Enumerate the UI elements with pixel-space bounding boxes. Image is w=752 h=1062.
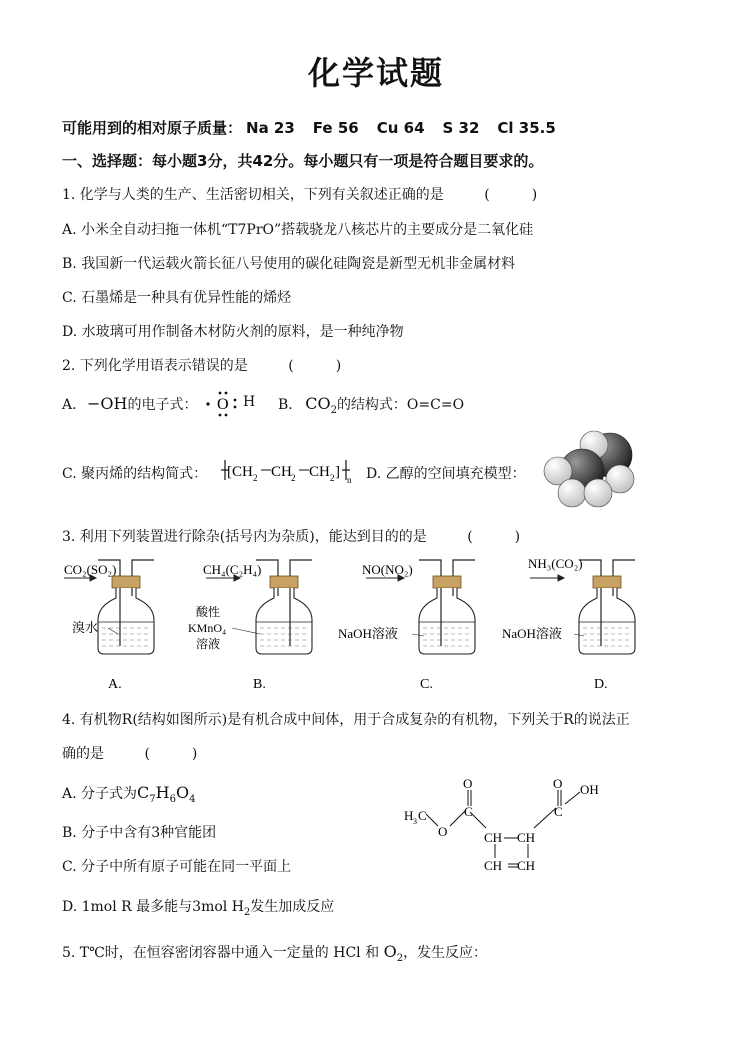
q4-d-text: D. 1mol R 最多能与3mol H <box>62 899 244 915</box>
reagent-c: NaOH溶液 <box>338 626 398 641</box>
q4-d-text-2: 发生加成反应 <box>250 899 335 915</box>
svg-text:CH: CH <box>484 858 503 873</box>
apparatus-d <box>579 560 635 654</box>
q2-a-prefix: A. <box>62 397 77 413</box>
ethanol-space-filling-model <box>538 427 638 515</box>
svg-text:2: 2 <box>291 473 296 483</box>
q2-option-d: D. 乙醇的空间填充模型： <box>366 466 526 482</box>
page-title: 化学试题 <box>307 54 444 92</box>
q4-option-b: B. 分子中含有3种官能团 <box>62 825 217 841</box>
hydroxyl-electron-dot-diagram <box>205 388 265 418</box>
q2-option-b <box>278 394 464 416</box>
gas-label-a: CO₂(SO₂) <box>64 562 117 577</box>
option-letter-c: C. <box>420 677 433 692</box>
reagent-b-3: 溶液 <box>196 637 221 651</box>
svg-text:]: ] <box>335 464 340 480</box>
svg-text:C: C <box>464 804 473 819</box>
gas-label-d: NH₃(CO₂) <box>528 556 583 571</box>
reagent-b-1: 酸性 <box>196 605 221 619</box>
q4-a-text: A. 分子式为 <box>62 786 138 802</box>
option-letter-d: D. <box>594 677 608 692</box>
q2-b-text: 的结构式：O=C=O <box>336 397 465 413</box>
q2-option-c: C. 聚丙烯的结构简式： <box>62 466 208 482</box>
svg-text:3: 3 <box>413 817 417 826</box>
compound-r-structure <box>400 776 620 886</box>
q2-a-formula: −OH <box>87 394 128 413</box>
q1-answer-paren: ( ) <box>484 187 538 203</box>
mass-cl: Cl 35.5 <box>497 119 556 137</box>
q4-option-a <box>62 783 195 805</box>
q1-stem-text: 1. 化学与人类的生产、生活密切相关，下列有关叙述正确的是 <box>62 187 444 203</box>
q1-option-b: B. 我国新一代运载火箭长征八号使用的碳化硅陶瓷是新型无机非金属材料 <box>62 256 516 272</box>
mass-s: S 32 <box>442 119 480 137</box>
q4-option-c: C. 分子中所有原子可能在同一平面上 <box>62 859 292 875</box>
section-heading: 一、选择题：每小题3分，共42分。每小题只有一项是符合题目要求的。 <box>62 152 544 170</box>
q3-answer-paren: ( ) <box>467 529 521 545</box>
mass-cu: Cu 64 <box>376 119 425 137</box>
q2-option-a <box>62 394 198 414</box>
reagent-d: NaOH溶液 <box>502 626 562 641</box>
svg-text:CH: CH <box>484 830 503 845</box>
atomic-masses <box>62 117 574 138</box>
svg-text:O: O <box>217 396 229 413</box>
apparatus-c <box>419 560 475 654</box>
q1-option-c: C. 石墨烯是一种具有优异性能的烯烃 <box>62 290 292 306</box>
apparatus-b <box>256 560 312 654</box>
atomic-masses-label: 可能用到的相对原子质量： <box>62 119 243 137</box>
svg-text:C: C <box>418 808 427 823</box>
q3-stem-text: 3. 利用下列装置进行除杂(括号内为杂质)，能达到目的的是 <box>62 529 427 545</box>
option-letter-b: B. <box>253 677 266 692</box>
polypropylene-formula <box>217 454 357 486</box>
mass-fe: Fe 56 <box>312 119 359 137</box>
q3-stem <box>62 526 520 546</box>
reagent-b-2: KMnO₄ <box>188 621 227 635</box>
svg-text:CH: CH <box>271 464 292 480</box>
gas-label-b: CH₄(C₂H₄) <box>203 562 262 577</box>
gas-washing-apparatus <box>60 556 700 696</box>
q5-stem-text: 5. T℃时，在恒容密闭容器中通入一定量的 HCl 和 <box>62 945 380 961</box>
svg-text:C: C <box>554 804 563 819</box>
svg-text:CH: CH <box>517 830 536 845</box>
svg-text:CH: CH <box>309 464 330 480</box>
q1-option-d: D. 水玻璃可用作制备木材防火剂的原料，是一种纯净物 <box>62 324 404 340</box>
q4-stem-line1: 4. 有机物R(结构如图所示)是有机合成中间体，用于合成复杂的有机物，下列关于R的说法正 <box>62 712 630 728</box>
svg-text:H: H <box>404 808 414 823</box>
q4-stem-line2 <box>62 743 197 763</box>
reagent-a: 溴水 <box>72 620 99 635</box>
svg-text:[CH: [CH <box>227 464 253 480</box>
q4-a-formula: $C_7H_6O_4$ <box>137 783 196 806</box>
gas-label-c: NO(NO₂) <box>362 562 413 577</box>
svg-text:O: O <box>438 824 448 839</box>
q2-stem <box>62 355 341 375</box>
q1-stem <box>62 184 537 204</box>
q1-option-a: A. 小米全自动扫拖一体机“T7PrO”搭载骁龙八核芯片的主要成分是二氧化硅 <box>62 222 534 238</box>
q4-option-d: D. 1mol R 最多能与3mol $H_2$发生加成反应 <box>62 899 335 918</box>
svg-text:O: O <box>553 776 563 791</box>
svg-text:CH: CH <box>517 858 536 873</box>
option-letter-a: A. <box>108 677 122 692</box>
svg-text:2: 2 <box>330 473 335 483</box>
svg-text:O: O <box>463 776 473 791</box>
svg-text:OH: OH <box>580 782 599 797</box>
q2-b-formula: $CO_2$ <box>305 394 337 417</box>
q5-stem <box>62 942 487 964</box>
mass-na: Na 23 <box>246 119 295 137</box>
q4-answer-paren: ( ) <box>144 746 198 762</box>
svg-text:2: 2 <box>253 473 258 483</box>
q2-stem-text: 2. 下列化学用语表示错误的是 <box>62 358 248 374</box>
q2-a-text: 的电子式： <box>127 397 198 413</box>
q2-a-h: H <box>243 394 256 410</box>
q5-o2-formula: $O_2$ <box>383 942 404 965</box>
q2-answer-paren: ( ) <box>288 358 342 374</box>
q4-stem-text: 确的是 <box>62 746 104 762</box>
q2-b-prefix: B. <box>278 397 293 413</box>
q5-stem-text-2: ，发生反应： <box>403 945 488 961</box>
svg-text:n: n <box>347 475 352 485</box>
